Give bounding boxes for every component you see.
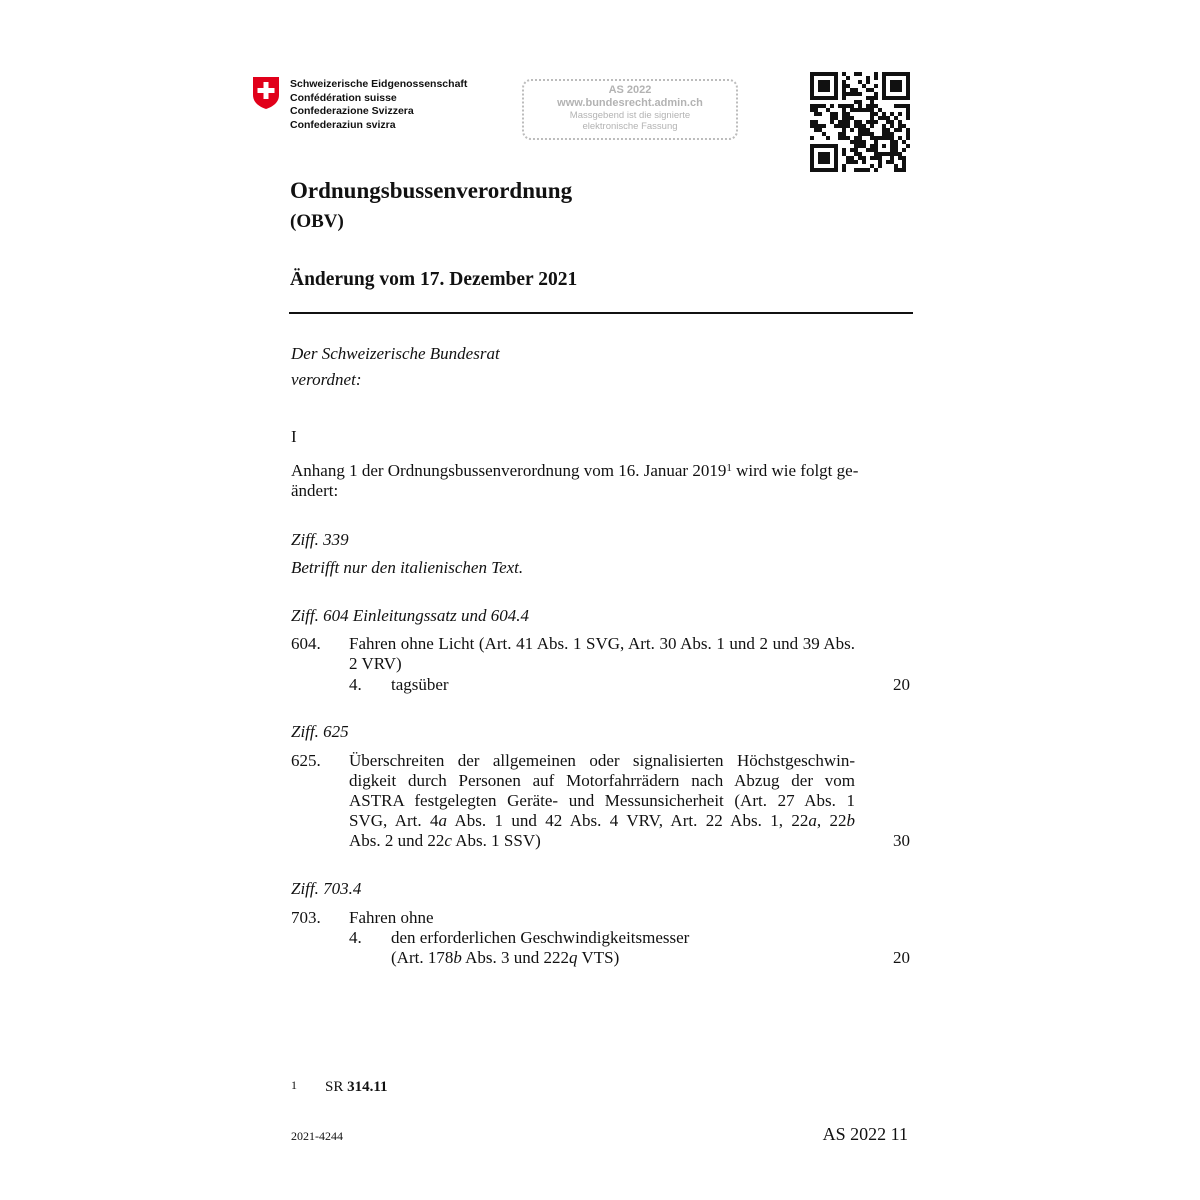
item-703-sub-line-2-b: b [453,948,462,967]
item-625-line-4-d: a [808,811,817,830]
item-625-number: 625. [291,751,321,770]
title-divider [289,312,913,314]
confederation-name-de: Schweizerische Eidgenossenschaft [290,78,468,90]
item-625-line-4-e: , 22 [816,811,847,830]
item-625-line-4 [349,811,855,831]
item-604-sub-text: tagsüber [391,675,449,694]
intro-line-1 [291,461,911,481]
item-625-line-3: ASTRA festgelegten Geräte- und Messunsicherheit (Art. 27 Abs. 1 [349,791,855,810]
item-703-sub-line-2-d: q [569,948,578,967]
stamp-as-number: AS 2022 [608,84,652,96]
item-703-text: Fahren ohne [349,908,434,927]
item-625-line-5-c: Abs. 1 SSV) [451,831,541,850]
item-339-note: Betrifft nur den italienischen Text. [291,558,524,577]
item-625-amount: 30 [893,831,910,850]
intro-text: Anhang 1 der Ordnungsbussenverordnung vom 16. Januar 2019 [291,461,727,480]
official-collection-reference: AS 2022 11 [822,1124,908,1144]
item-339-heading: Ziff. 339 [291,530,349,549]
item-604-sub-number: 4. [349,675,362,694]
preamble-authority: Der Schweizerische Bundesrat [291,344,500,363]
confederation-name-rm: Confederaziun svizra [290,118,396,131]
item-625-line-4-f: b [846,811,856,830]
item-703-sub-number: 4. [349,928,362,947]
preamble-verb: verordnet: [291,370,362,389]
section-number: I [291,427,297,446]
document-abbreviation: (OBV) [290,211,344,232]
footnote-reference[interactable]: 1 [726,462,732,474]
item-625-line-2: digkeit durch Personen auf Motorfahrrädern nach Abzug der vom [349,771,855,790]
item-703-sub-line-2-e: VTS) [577,948,620,967]
item-604-number: 604. [291,634,321,653]
item-604-heading: Ziff. 604 Einleitungssatz und 604.4 [291,606,530,625]
swiss-cross-icon [252,76,280,110]
document-title: Ordnungsbussenverordnung [290,178,573,203]
item-703-sub-line-1: den erforderlichen Geschwindigkeitsmesser [391,928,690,947]
item-625-line-1: Überschreiten der allgemeinen oder signalisierten Höchstgeschwin- [349,751,855,770]
qr-code-icon [810,72,910,172]
stamp-note-1: Massgebend ist die signierte [569,110,691,121]
footnote-prefix: SR [325,1079,348,1095]
confederation-name-it: Confederazione Svizzera [290,105,414,117]
footnote-number: 1 [291,1078,297,1092]
footnote-sr-number: 314.11 [347,1079,388,1095]
item-625-line-5-a: Abs. 2 und 22 [349,831,445,850]
intro-line-2: ändert: [291,481,339,500]
intro-text-cont: wird wie folgt ge- [731,461,859,480]
item-703-sub-line-2 [391,948,619,968]
item-703-heading: Ziff. 703.4 [291,879,362,898]
publication-stamp [522,79,738,140]
confederation-name-fr: Confédération suisse [290,91,397,104]
item-604-amount: 20 [893,675,910,694]
item-604-text: Fahren ohne Licht (Art. 41 Abs. 1 SVG, Art. 30 Abs. 1 und 2 und 39 Abs. 2 VRV) [349,634,855,673]
item-625-line-5 [349,831,855,851]
item-625-line-4-c: Abs. 1 und 42 Abs. 4 VRV, Art. 22 Abs. 1, 22 [447,811,809,830]
item-625-line-5-b: c [444,831,452,850]
stamp-note-2: elektronische Fassung [582,121,678,132]
confederation-names [290,78,467,132]
item-625-line-4-b: a [438,811,448,830]
item-703-amount: 20 [893,948,910,967]
item-625-line-4-a: SVG, Art. 4 [349,811,439,830]
amendment-date: Änderung vom 17. Dezember 2021 [290,269,578,290]
item-703-sub-line-2-a: (Art. 178 [391,948,454,967]
item-703-sub-line-2-c: Abs. 3 und 222 [461,948,570,967]
document-number: 2021-4244 [291,1129,343,1143]
footnote-text [325,1079,388,1096]
stamp-url: www.bundesrecht.admin.ch [557,97,703,109]
item-703-number: 703. [291,908,321,927]
item-625-heading: Ziff. 625 [291,722,349,741]
